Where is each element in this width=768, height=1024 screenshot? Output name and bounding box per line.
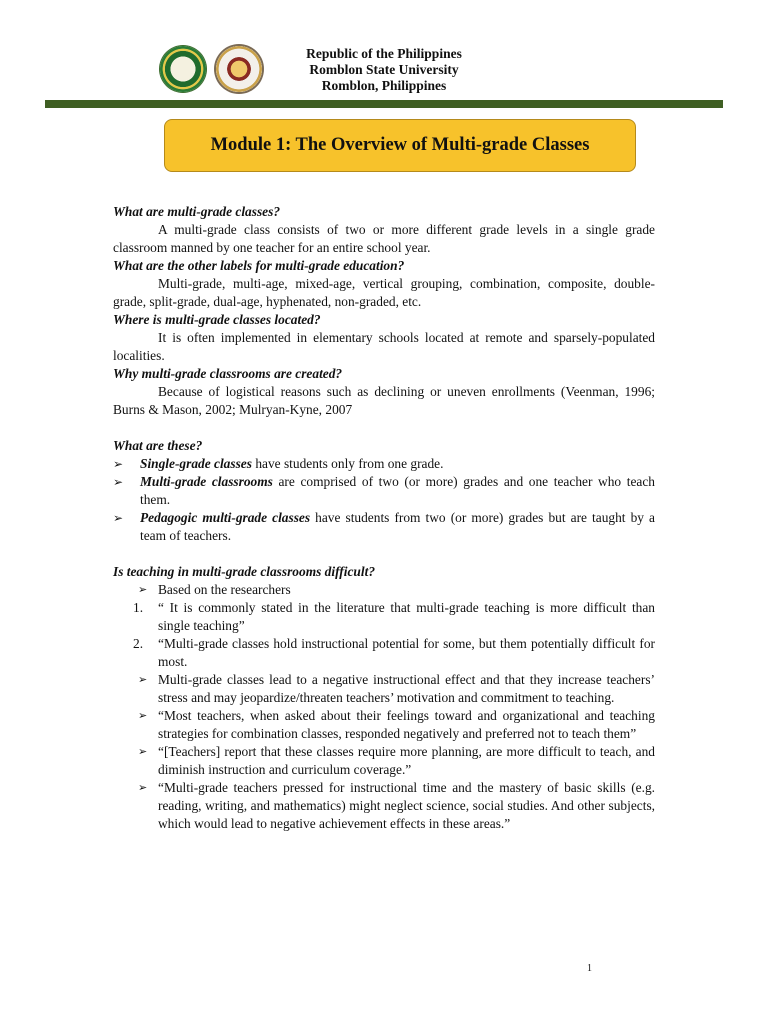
- list-text: are comprised of two (or more) grades and one teacher who teach them.: [140, 474, 655, 507]
- header-line-1: Republic of the Philippines: [306, 46, 462, 61]
- list-term: Pedagogic multi-grade classes: [140, 510, 311, 525]
- list-item: [113, 707, 655, 743]
- numbered-item: [113, 599, 655, 635]
- answer-paragraph: A multi-grade class consists of two or more different grade levels in a single grade classroom manned by one teacher for an entire school year.: [113, 222, 655, 255]
- list-text: “Most teachers, when asked about their feelings toward and organizational and teaching strategies for combination classes, responded negatively and preferred not to teach them”: [158, 708, 655, 741]
- list-item: [113, 455, 655, 473]
- arrow-bullet-icon: ➢: [138, 710, 148, 722]
- page-number: 1: [587, 963, 592, 974]
- arrow-bullet-icon: ➢: [113, 457, 124, 471]
- question-heading: Is teaching in multi-grade classrooms difficult?: [113, 564, 376, 579]
- header-line-2: Romblon State University: [309, 62, 459, 77]
- list-text: have students only from one grade.: [251, 456, 444, 471]
- arrow-bullet-icon: ➢: [138, 746, 148, 758]
- list-item: [113, 779, 655, 833]
- list-item: [113, 743, 655, 779]
- question-heading: Why multi-grade classrooms are created?: [113, 366, 343, 381]
- arrow-bullet-icon: ➢: [113, 511, 124, 525]
- question-heading: What are the other labels for multi-grade education?: [113, 258, 405, 273]
- answer-paragraph: Because of logistical reasons such as declining or uneven enrollments (Veenman, 1996; Burns & Mason, 2002; Mulryan-Kyne, 2007: [113, 384, 655, 417]
- question-heading: What are multi-grade classes?: [113, 204, 281, 219]
- arrow-bullet-icon: ➢: [138, 674, 148, 686]
- document-body: [113, 203, 655, 833]
- module-title: Module 1: The Overview of Multi-grade Classes: [210, 135, 590, 155]
- header-rule: [45, 100, 723, 108]
- numbered-item: [113, 635, 655, 671]
- list-item: [113, 671, 655, 707]
- arrow-bullet-icon: ➢: [138, 584, 148, 596]
- answer-paragraph: It is often implemented in elementary schools located at remote and sparsely-populated localities.: [113, 330, 655, 363]
- list-text: “Multi-grade classes hold instructional potential for some, but them potentially difficult for most.: [158, 636, 655, 669]
- list-text: Multi-grade classes lead to a negative instructional effect and that they increase teachers’ stress and may jeopardize/threaten teachers’ motivation and commitment to teaching.: [158, 672, 655, 705]
- arrow-bullet-icon: ➢: [113, 475, 124, 489]
- module-title-box: [164, 119, 636, 172]
- list-item: [113, 581, 655, 599]
- item-number: 2.: [133, 636, 144, 651]
- header-line-3: Romblon, Philippines: [321, 78, 447, 93]
- list-item: [113, 509, 655, 545]
- list-text: have students from two (or more) grades but are taught by a team of teachers.: [140, 510, 655, 543]
- answer-paragraph: Multi-grade, multi-age, mixed-age, vertical grouping, combination, composite, double-grade, split-grade, dual-age, hyphenated, non-graded, etc.: [113, 276, 655, 309]
- list-text: “Multi-grade teachers pressed for instructional time and the mastery of basic skills (e.g. reading, writing, and mathematics) might neglect science, social studies. And other subjects, which would lead to negative achievement effects in these areas.”: [158, 780, 655, 831]
- list-term: Single-grade classes: [140, 456, 252, 471]
- list-term: Multi-grade classrooms: [140, 474, 273, 489]
- institution-block: [200, 46, 568, 94]
- list-item: [113, 473, 655, 509]
- arrow-bullet-icon: ➢: [138, 782, 148, 794]
- item-number: 1.: [133, 600, 144, 615]
- list-text: “[Teachers] report that these classes require more planning, are more difficult to teach, and diminish instruction and curriculum coverage.”: [158, 744, 655, 777]
- question-heading: Where is multi-grade classes located?: [113, 312, 321, 327]
- list-text: “ It is commonly stated in the literature that multi-grade teaching is more difficult than single teaching”: [158, 600, 655, 633]
- letterhead: [0, 38, 768, 108]
- list-text: Based on the researchers: [158, 582, 291, 597]
- question-heading: What are these?: [113, 438, 203, 453]
